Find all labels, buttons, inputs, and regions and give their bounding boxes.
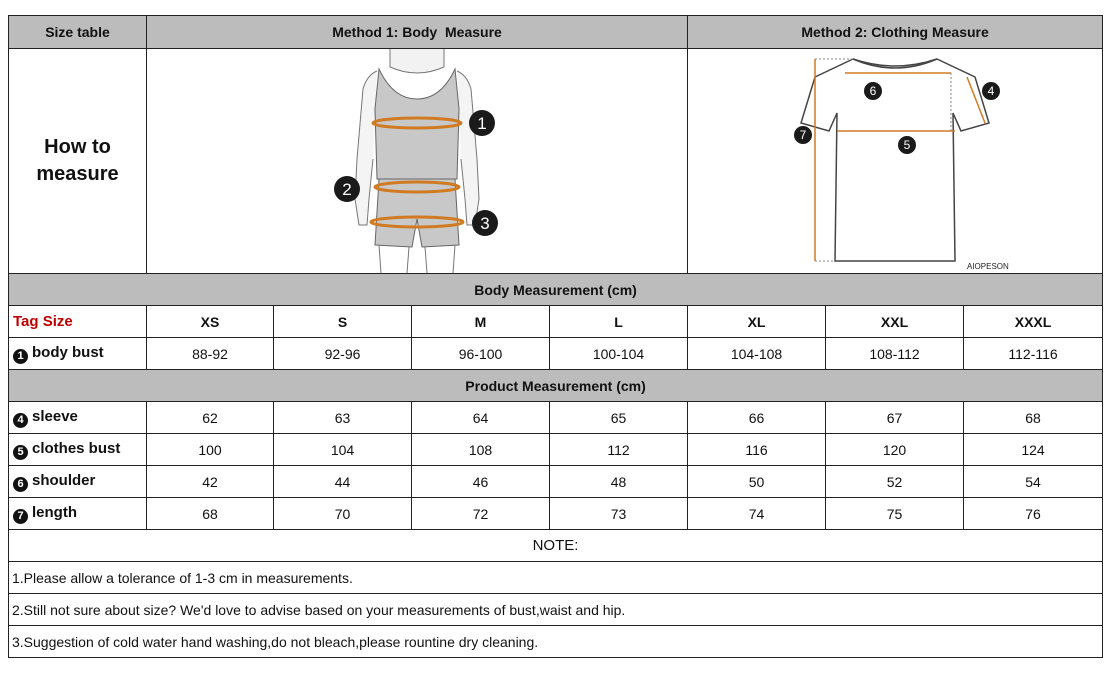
- row-label-text: sleeve: [32, 407, 78, 425]
- badge-7-icon: 7: [13, 509, 28, 524]
- table-cell: 120: [826, 434, 964, 466]
- table-cell: 62: [147, 402, 274, 434]
- table-row: [9, 434, 1103, 466]
- table-cell: 124: [964, 434, 1103, 466]
- row-label: [9, 498, 147, 530]
- table-cell: 48: [550, 466, 688, 498]
- table-cell: 44: [274, 466, 412, 498]
- table-cell: 70: [274, 498, 412, 530]
- table-cell: 104: [274, 434, 412, 466]
- size-xxl: XXL: [826, 306, 964, 338]
- table-cell: 112-116: [964, 338, 1103, 370]
- note-row: [9, 562, 1103, 594]
- svg-text:5: 5: [903, 138, 911, 152]
- table-cell: 63: [274, 402, 412, 434]
- badge-6-icon: 6: [13, 477, 28, 492]
- note-line-3: 3.Suggestion of cold water hand washing,do not bleach,please rountine dry cleaning.: [9, 626, 1103, 658]
- row-label-text: clothes bust: [32, 439, 121, 457]
- row-label: [9, 434, 147, 466]
- table-cell: 74: [688, 498, 826, 530]
- table-cell: 100: [147, 434, 274, 466]
- method1-title: Method 1: Body Measure: [147, 16, 688, 49]
- table-cell: 100-104: [550, 338, 688, 370]
- size-table: [8, 15, 1103, 658]
- how-to-line2: measure: [36, 163, 119, 185]
- size-s: S: [274, 306, 412, 338]
- illustration-row: [9, 49, 1103, 274]
- marker-7-icon: [794, 126, 812, 144]
- table-cell: 72: [412, 498, 550, 530]
- svg-text:1: 1: [477, 114, 487, 133]
- note-line-2: 2.Still not sure about size? We'd love to advise based on your measurements of bust,waist and hip.: [9, 594, 1103, 626]
- size-l: L: [550, 306, 688, 338]
- clothing-measure-illustration: [688, 49, 1103, 274]
- tag-size-label: Tag Size: [9, 306, 147, 338]
- svg-text:6: 6: [869, 84, 877, 98]
- brand-label: AIOPESON: [967, 262, 1009, 271]
- tag-size-row: [9, 306, 1103, 338]
- header-row: [9, 16, 1103, 49]
- product-measurement-title: Product Measurement (cm): [9, 370, 1103, 402]
- table-cell: 92-96: [274, 338, 412, 370]
- table-cell: 65: [550, 402, 688, 434]
- table-row: [9, 402, 1103, 434]
- table-cell: 54: [964, 466, 1103, 498]
- row-label-text: length: [32, 503, 77, 521]
- table-cell: 76: [964, 498, 1103, 530]
- table-cell: 66: [688, 402, 826, 434]
- size-xxxl: XXXL: [964, 306, 1103, 338]
- table-cell: 50: [688, 466, 826, 498]
- note-title: NOTE:: [9, 530, 1103, 562]
- product-section-header: [9, 370, 1103, 402]
- badge-5-icon: 5: [13, 445, 28, 460]
- table-row: [9, 338, 1103, 370]
- marker-3-icon: [472, 210, 498, 236]
- table-cell: 108-112: [826, 338, 964, 370]
- table-row: [9, 466, 1103, 498]
- table-cell: 96-100: [412, 338, 550, 370]
- svg-text:2: 2: [342, 180, 352, 199]
- badge-1-icon: 1: [13, 349, 28, 364]
- marker-1-icon: [469, 110, 495, 136]
- table-cell: 64: [412, 402, 550, 434]
- marker-2-icon: [334, 176, 360, 202]
- table-cell: 108: [412, 434, 550, 466]
- size-xl: XL: [688, 306, 826, 338]
- table-cell: 73: [550, 498, 688, 530]
- table-cell: 67: [826, 402, 964, 434]
- row-label: [9, 466, 147, 498]
- row-label: [9, 402, 147, 434]
- marker-5-icon: [898, 136, 916, 154]
- row-label: [9, 338, 147, 370]
- badge-4-icon: 4: [13, 413, 28, 428]
- note-row: [9, 626, 1103, 658]
- table-cell: 68: [964, 402, 1103, 434]
- table-cell: 46: [412, 466, 550, 498]
- marker-6-icon: [864, 82, 882, 100]
- how-to-measure-label: [9, 49, 147, 274]
- size-xs: XS: [147, 306, 274, 338]
- row-label-text: shoulder: [32, 471, 96, 489]
- body-section-header: [9, 274, 1103, 306]
- table-row: [9, 498, 1103, 530]
- body-measurement-title: Body Measurement (cm): [9, 274, 1103, 306]
- body-figure-image: [267, 49, 567, 273]
- note-title-row: [9, 530, 1103, 562]
- marker-4-icon: [982, 82, 1000, 100]
- table-cell: 112: [550, 434, 688, 466]
- svg-text:3: 3: [480, 214, 490, 233]
- table-cell: 52: [826, 466, 964, 498]
- svg-text:4: 4: [987, 84, 995, 98]
- size-table-title: Size table: [9, 16, 147, 49]
- svg-text:7: 7: [799, 128, 807, 142]
- shirt-figure-image: [775, 49, 1015, 273]
- note-row: [9, 594, 1103, 626]
- table-cell: 116: [688, 434, 826, 466]
- row-label-text: body bust: [32, 343, 104, 361]
- method2-title: Method 2: Clothing Measure: [688, 16, 1103, 49]
- table-cell: 42: [147, 466, 274, 498]
- body-measure-illustration: [147, 49, 688, 274]
- table-cell: 75: [826, 498, 964, 530]
- size-m: M: [412, 306, 550, 338]
- note-line-1: 1.Please allow a tolerance of 1-3 cm in measurements.: [9, 562, 1103, 594]
- how-to-line1: How to: [44, 136, 111, 158]
- table-cell: 68: [147, 498, 274, 530]
- table-cell: 88-92: [147, 338, 274, 370]
- table-cell: 104-108: [688, 338, 826, 370]
